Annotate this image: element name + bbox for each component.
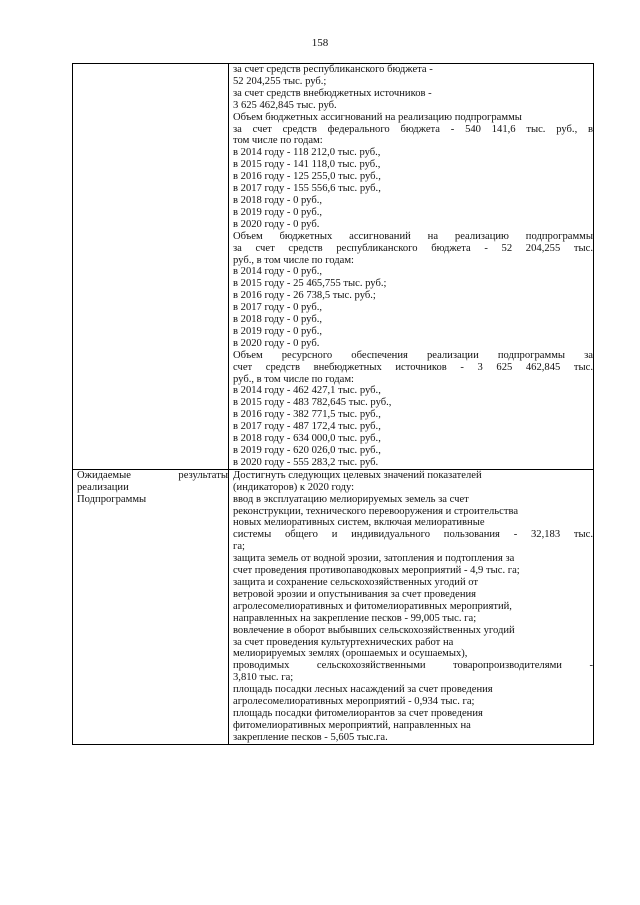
text-line: руб., в том числе по годам:	[233, 373, 354, 385]
text-line: закрепление песков - 5,605 тыс.га.	[233, 731, 388, 743]
text-line: за счет средств федерального бюджета - 540 141,6 тыс. руб., в	[233, 123, 593, 135]
text-line: Объем ресурсного обеспечения реализации подпрограммы за	[233, 349, 593, 361]
text-line: Объем бюджетных ассигнований на реализацию подпрограммы	[233, 230, 593, 242]
text-line: в 2019 году - 0 руб.,	[233, 206, 323, 218]
text-line: 3,810 тыс. га;	[233, 672, 294, 684]
text-line: площадь посадки фитомелиорантов за счет проведения	[233, 707, 483, 719]
text-line: реконструкции, технического перевооружения и строительства	[233, 505, 519, 517]
text-line: счет проведения противопаводковых мероприятий - 4,9 тыс. га;	[233, 565, 520, 577]
text-line: в 2016 году - 382 771,5 тыс. руб.,	[233, 409, 381, 421]
text-line: мелиорируемых землях (орошаемых и осушаемых),	[233, 648, 468, 660]
text-line: (индикаторов) к 2020 году:	[233, 481, 355, 493]
text-line: в 2015 году - 141 118,0 тыс. руб.,	[233, 159, 381, 171]
funding-text	[233, 64, 593, 469]
expected-results-label-line1: Ожидаемые результаты	[77, 469, 228, 481]
text-line: ввод в эксплуатацию мелиорируемых земель за счет	[233, 493, 469, 505]
text-line: в 2015 году - 25 465,755 тыс. руб.;	[233, 278, 387, 290]
text-line: в 2020 году - 0 руб.	[233, 218, 320, 230]
expected-results-label-line2: реализации	[77, 481, 129, 493]
text-line: в 2017 году - 155 556,6 тыс. руб.,	[233, 183, 381, 195]
text-line: в 2017 году - 0 руб.,	[233, 302, 323, 314]
text-line: в 2018 году - 0 руб.,	[233, 194, 323, 206]
row2-label-cell	[73, 469, 229, 744]
text-line: Объем бюджетных ассигнований на реализацию подпрограммы	[233, 111, 522, 123]
text-line: ветровой эрозии и опустынивания за счет проведения	[233, 588, 477, 600]
text-line: защита и сохранение сельскохозяйственных угодий от	[233, 576, 479, 588]
text-line: фитомелиоративных мероприятий, направленных на	[233, 719, 471, 731]
text-line: 52 204,255 тыс. руб.;	[233, 75, 327, 87]
text-line: 3 625 462,845 тыс. руб.	[233, 99, 337, 111]
text-line: в 2018 году - 0 руб.,	[233, 314, 323, 326]
text-line: га;	[233, 541, 245, 553]
text-line: за счет средств республиканского бюджета - 52 204,255 тыс.	[233, 242, 593, 254]
row1-label-cell	[73, 64, 229, 470]
expected-results-text	[233, 470, 593, 744]
subprogram-passport-table	[72, 63, 594, 745]
text-line: за счет средств внебюджетных источников -	[233, 87, 432, 99]
text-line: в 2019 году - 620 026,0 тыс. руб.,	[233, 445, 381, 456]
text-line: в 2017 году - 487 172,4 тыс. руб.,	[233, 421, 381, 433]
text-line: в 2014 году - 462 427,1 тыс. руб.,	[233, 385, 381, 397]
table-row-expected-results	[73, 469, 594, 744]
text-line: в 2020 году - 555 283,2 тыс. руб.	[233, 456, 379, 468]
text-line: руб., в том числе по годам:	[233, 254, 354, 266]
page-number: 158	[311, 37, 329, 49]
text-line: в 2016 году - 26 738,5 тыс. руб.;	[233, 290, 376, 302]
text-line: защита земель от водной эрозии, затопления и подтопления за	[233, 553, 515, 565]
text-line: проводимых сельскохозяйственными товаропроизводителями -	[233, 660, 593, 672]
text-line: в 2018 году - 634 000,0 тыс. руб.,	[233, 433, 381, 445]
text-line: в 2020 году - 0 руб.	[233, 337, 320, 349]
text-line: за счет проведения культуртехнических работ на	[233, 636, 454, 648]
text-line: направленных на закрепление песков - 99,005 тыс. га;	[233, 612, 477, 624]
text-line: в 2016 году - 125 255,0 тыс. руб.,	[233, 171, 381, 183]
text-line: Достигнуть следующих целевых значений показателей	[233, 469, 482, 481]
text-line: счет средств внебюджетных источников - 3 625 462,845 тыс.	[233, 361, 593, 373]
text-line: вовлечение в оборот выбывших сельскохозяйственных угодий	[233, 624, 515, 636]
expected-results-label-line3: Подпрограммы	[77, 493, 147, 505]
text-line: в 2014 году - 118 212,0 тыс. руб.,	[233, 147, 381, 159]
text-line: в 2015 году - 483 782,645 тыс. руб.,	[233, 397, 392, 409]
text-line: системы общего и индивидуального пользования - 32,183 тыс.	[233, 529, 593, 541]
text-line: агролесомелиоративных мероприятий - 0,934 тыс. га;	[233, 696, 475, 708]
table-row-funding	[73, 64, 594, 470]
row2-content-cell	[229, 469, 594, 744]
text-line: в 2014 году - 0 руб.,	[233, 266, 323, 278]
text-line: в 2019 году - 0 руб.,	[233, 325, 323, 337]
text-line: том числе по годам:	[233, 135, 323, 147]
text-line: агролесомелиоративных и фитомелиоративных мероприятий,	[233, 600, 512, 612]
text-line: за счет средств республиканского бюджета -	[233, 64, 433, 75]
text-line: площадь посадки лесных насаждений за счет проведения	[233, 684, 493, 696]
row1-content-cell	[229, 64, 594, 470]
text-line: новых мелиоративных систем, включая мелиоративные	[233, 517, 485, 529]
